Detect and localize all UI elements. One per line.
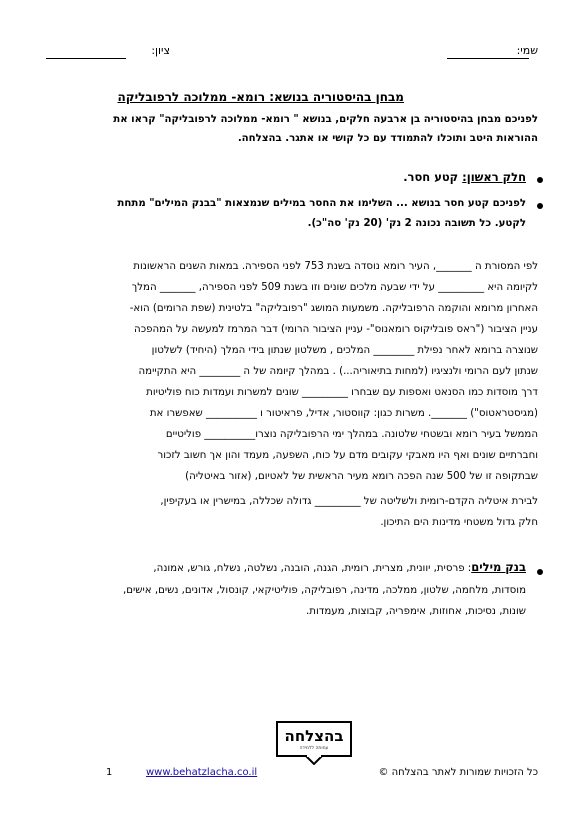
word-bank-line-1 [153,560,526,574]
part1-heading-rest: קטע חסר. [403,170,463,184]
passage-line-12: לבירת איטליה הקדם-רומית ולשליטה של _________ גדולה שכללה, במישרין או בעקיפין, [160,496,538,507]
passage-line-7: דרך מוסדות כמו הסנאט ואספות עם שבחרו _________ שונים למשרות ועמדות כוח פוליטיות [146,387,538,398]
intro-line-2: ההוראות היטב ותוכלו להתמודד עם כל קושי או אתגר. בהצלחה. [237,133,538,144]
passage-line-1: לפי המסורת ה _______, העיר רומא נוסדה בשנת 753 לפני הספירה. במאות השנים הראשונות [133,261,538,272]
passage-line-3: האחרון מרומא והוקמה הרפובליקה. משמעות המושג "רפובליקה" בלטינית (שפת הרומים) הוא- [129,303,538,314]
logo-pointer [306,756,322,764]
word-bank-line-2: מוסדות, מלחמה, שלטון, ממלכה, מדינה, רפובליקה, פוליטיקאי, קונסול, אדונים, נשים, אישים, [123,585,526,596]
part1-heading [403,170,526,184]
word-bank-label: בנק מילים [471,560,526,574]
site-link[interactable]: www.behatzlacha.co.il [146,767,258,778]
passage-line-8: (מגיסטראטוס") _______. משרות כגון: קווסטור, אדיל, פראיטור ו __________ שאפשרו את [149,408,538,419]
logo-tagline: עמותה ללמידה [299,746,329,751]
passage-line-9: הממשל בעיר רומא ובשטחי שלטונה. במהלך ימי הרפובליקה נוצרו__________ פוליטיים [165,429,538,440]
page-number: 1 [106,767,113,778]
passage-line-5: שנוצרה ברומא לאחר נפילת ________ המלכים , משלטון שנתון בידי המלך (היחיד) לשלטון [151,345,538,356]
part1-heading-label: חלק ראשון: [462,170,526,184]
passage-line-6: שנתון לעם הרומי ולנציגיו (למחות בתיאוריה...) . במהלך קיומה של ה ________ היא התקיימה [138,366,538,377]
copyright: כל הזכויות שמורות לאתר בהצלחה © [378,767,538,778]
passage-line-4: עניין הציבור ("ראס פובליקוס רומאנוס"- עניין הציבור הרומי) דבר המרמז למעשה על המהפכה [134,324,538,335]
grade-field[interactable] [46,58,126,59]
logo-text: בהצלחה [284,727,344,745]
logo-pointer-cover [307,754,321,757]
name-field[interactable] [447,58,529,59]
behatzlacha-logo [276,721,352,765]
passage-line-10: וחברתיים שונים ואף היו מאבקי עקובים מדם על כוח, השפעה, מעמד והון אך חשוב לזכור [157,450,538,461]
word-bank-line-3: שונות, נסיכות, אחוזות, אימפריה, קבוצות, מעמדות. [306,606,526,617]
intro-line-1: לפניכם מבחן בהיסטוריה בן ארבעה חלקים, בנושא " רומא- ממלוכה לרפובליקה" קראו את [113,114,538,125]
part1-bullet [537,177,543,183]
word-bank-bullet [537,569,543,575]
name-label: שמי: [516,44,538,57]
word-bank-words-1: : פרסית, יוונית, מצרית, רומית, הגנה, הובנה, נשלטה, נשלח, גורש, אמונה, [153,563,472,574]
instruction-bullet [537,203,543,209]
passage-line-2: לקיומה היא _________ על ידי שבעה מלכים שונים וזו בשנת 509 לפני הספירה, _______ המלך [131,282,538,293]
instruction-line-1: לפניכם קטע חסר בנושא ... השלימו את החסר במילים שנמצאות "בבנק המילים" מתחת [117,198,526,209]
passage-line-13: חלק גדול משטחי מדינות הים התיכון. [380,517,538,528]
grade-label: ציון: [151,44,170,57]
page-title: מבחן בהיסטוריה בנושא: רומא- ממלוכה לרפובליקה [117,90,404,104]
passage-line-11: שבתקופה זו של 500 שנה הפכה רומא מעיר הראשית של לאטיום, (אזור באיטליה) [185,471,538,482]
instruction-line-2: לקטע. כל תשובה נכונה 2 נק' (20 נק' סה"כ). [307,218,526,229]
